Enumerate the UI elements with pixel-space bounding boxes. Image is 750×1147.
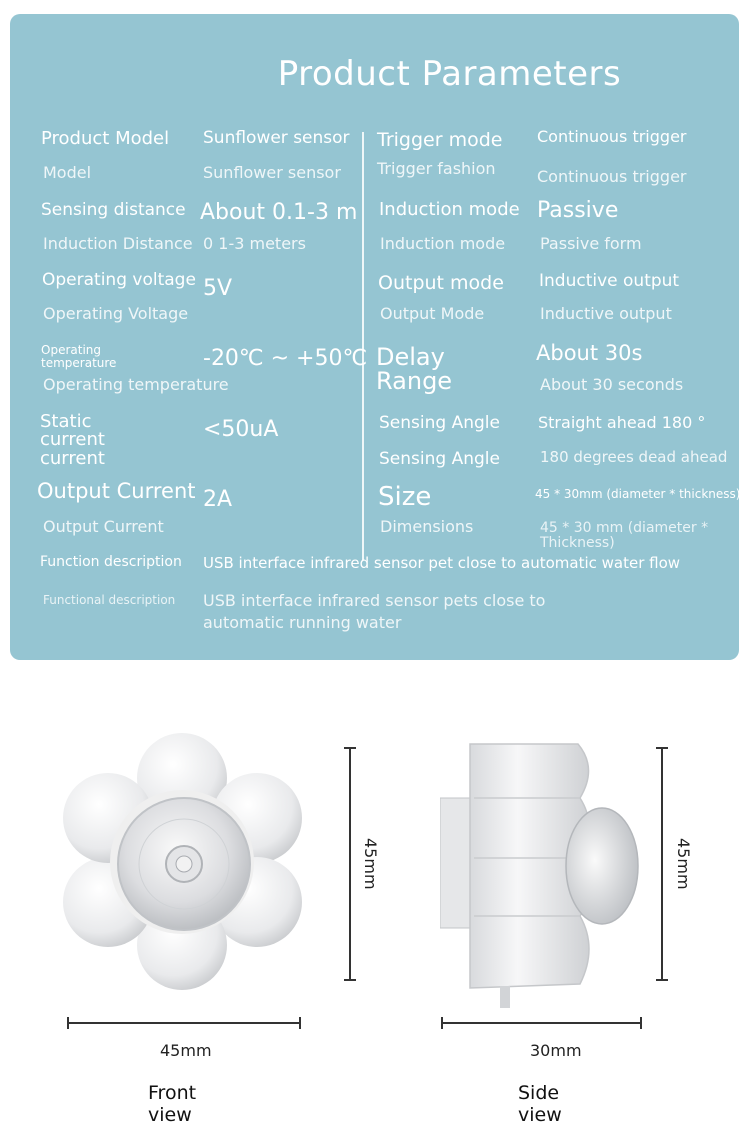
side-width-tick-right [640, 1017, 642, 1029]
param-value-output-current: 2A [203, 487, 233, 512]
param-sublabel-model: Model [43, 163, 92, 182]
front-width-dimension-line [68, 1022, 300, 1024]
param-value-delay-range: About 30s [536, 341, 643, 365]
param-sublabel-operating-temperature: Operating temperature [43, 375, 229, 394]
param-subvalue-output-mode: Inductive output [540, 304, 672, 323]
function-value: USB interface infrared sensor pet close to automatic water flow [203, 554, 681, 572]
front-width-tick-left [67, 1017, 69, 1029]
param-value-operating-temperature: -20℃ ~ +50℃ [203, 346, 368, 371]
param-sublabel-induction-distance: Induction Distance [43, 234, 193, 253]
param-label-sensing-angle: Sensing Angle [379, 413, 500, 433]
front-height-tick-top [344, 747, 356, 749]
param-subvalue-dimensions: 45 * 30 mm (diameter * Thickness) [540, 520, 709, 551]
side-height-label: 45mm [674, 838, 693, 890]
param-label-induction-mode: Induction mode [379, 199, 520, 220]
param-sublabel-induction-mode: Induction mode [380, 234, 506, 253]
function-subvalue: USB interface infrared sensor pets close to automatic running water [203, 591, 546, 632]
param-label-size: Size [378, 482, 432, 512]
param-label-delay-range: Delay Range [376, 343, 453, 396]
param-sublabel-output-current: Output Current [43, 517, 164, 536]
side-height-dimension-line [661, 748, 663, 980]
side-height-tick-bottom [656, 979, 668, 981]
front-height-tick-bottom [344, 979, 356, 981]
param-label-product-model: Product Model [41, 128, 170, 149]
param-subvalue-induction-mode: Passive form [540, 234, 642, 253]
param-label-sensing-distance: Sensing distance [41, 200, 186, 220]
param-value-size: 45 * 30mm (diameter * thickness) [535, 487, 741, 501]
page-title: Product Parameters [277, 54, 622, 94]
side-view-caption: Side view [518, 1082, 562, 1126]
param-sublabel-trigger-fashion: Trigger fashion [377, 159, 496, 178]
param-subvalue-sensing-angle: 180 degrees dead ahead [540, 448, 728, 466]
param-label-static-current: Static current current [40, 411, 105, 469]
front-height-label: 45mm [361, 838, 380, 890]
param-value-sensing-distance: About 0.1-3 m [200, 200, 358, 225]
side-width-tick-left [441, 1017, 443, 1029]
parameters-panel [10, 14, 739, 660]
param-value-sensing-angle: Straight ahead 180 ° [538, 413, 706, 432]
param-value-product-model: Sunflower sensor [203, 128, 350, 148]
front-width-label: 45mm [160, 1041, 212, 1060]
function-sublabel: Functional description [43, 593, 176, 607]
param-subvalue-model: Sunflower sensor [203, 163, 341, 182]
param-sublabel-output-mode: Output Mode [380, 304, 485, 323]
front-view-sensor-image [60, 730, 310, 1000]
function-label: Function description [40, 554, 182, 570]
side-width-label: 30mm [530, 1041, 582, 1060]
param-label-operating-voltage: Operating voltage [42, 270, 196, 290]
param-sublabel-operating-voltage: Operating Voltage [43, 304, 189, 323]
param-subvalue-trigger-fashion: Continuous trigger [537, 167, 687, 186]
param-value-static-current: <50uA [203, 417, 279, 442]
param-sublabel-dimensions: Dimensions [380, 517, 474, 536]
param-value-operating-voltage: 5V [203, 276, 233, 301]
param-label-operating-temperature: Operating temperature [41, 343, 117, 371]
param-subvalue-delay-range: About 30 seconds [540, 375, 684, 394]
side-view-sensor-image [440, 738, 650, 1010]
param-label-output-mode: Output mode [378, 272, 504, 294]
param-sublabel-sensing-angle: Sensing Angle [379, 449, 500, 469]
front-view-caption: Front view [148, 1082, 197, 1126]
side-width-dimension-line [442, 1022, 642, 1024]
side-height-tick-top [656, 747, 668, 749]
param-value-induction-mode: Passive [537, 198, 619, 223]
param-value-output-mode: Inductive output [539, 271, 680, 291]
param-label-output-current: Output Current [37, 479, 196, 503]
param-value-trigger-mode: Continuous trigger [537, 127, 687, 146]
front-height-dimension-line [349, 748, 351, 980]
param-label-trigger-mode: Trigger mode [377, 129, 503, 151]
front-width-tick-right [299, 1017, 301, 1029]
param-subvalue-induction-distance: 0 1-3 meters [203, 234, 306, 253]
